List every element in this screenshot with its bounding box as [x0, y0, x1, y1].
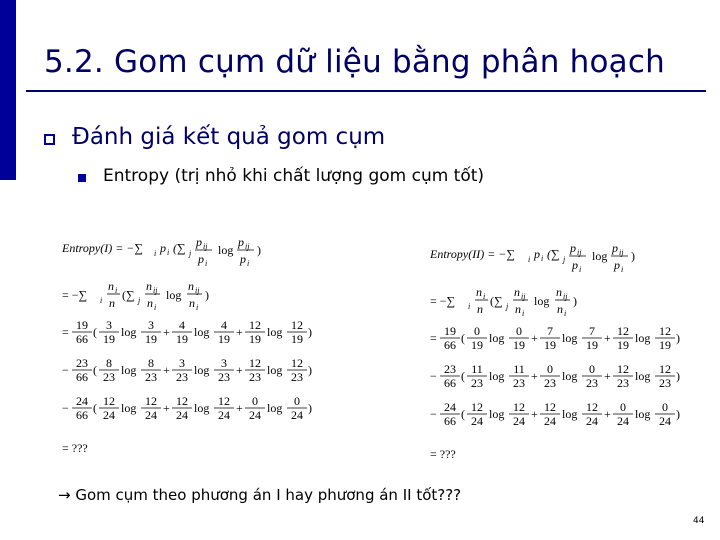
svg-text:24: 24 [471, 414, 483, 428]
square-bullet-icon [44, 134, 55, 145]
page-number: 44 [693, 516, 705, 526]
svg-text:24: 24 [145, 408, 157, 422]
svg-text:(∑: (∑ [122, 288, 135, 302]
entropy-I-term-fraction [172, 318, 192, 346]
entropy-I-log: log [267, 363, 283, 377]
svg-text:0: 0 [547, 362, 553, 376]
entropy-II-paren: ) [676, 331, 680, 345]
svg-text:66: 66 [444, 338, 456, 352]
entropy-II-paren: ( [461, 369, 465, 383]
svg-text:3: 3 [148, 318, 154, 332]
entropy-I-plus: + [163, 325, 170, 339]
bullet-entropy: Entropy (trị nhỏ khi chất lượng gom cụm tốt) [103, 166, 485, 186]
svg-text:0: 0 [620, 400, 626, 414]
entropy-II-term-fraction [655, 324, 675, 352]
svg-text:12: 12 [659, 324, 671, 338]
entropy-II-paren: ( [461, 331, 465, 345]
svg-text:12: 12 [544, 400, 556, 414]
svg-text:8: 8 [106, 356, 112, 370]
svg-text:24: 24 [176, 408, 188, 422]
entropy-I-term-fraction [214, 394, 234, 422]
entropy-I-term-fraction [141, 356, 161, 384]
svg-text:= −∑: = −∑ [62, 288, 88, 302]
svg-text:23: 23 [659, 376, 671, 390]
formula-entropy-II [430, 238, 700, 464]
entropy-II-result: = ??? [430, 447, 456, 461]
entropy-II-plus: + [531, 407, 538, 421]
entropy-II-term-fraction [582, 362, 602, 390]
svg-text:p: p [570, 241, 576, 255]
svg-text:12: 12 [659, 362, 671, 376]
svg-text:0: 0 [294, 394, 300, 408]
svg-text:24: 24 [103, 408, 115, 422]
entropy-II-plus: + [531, 369, 538, 383]
entropy-II-term-fraction [582, 324, 602, 352]
entropy-I-term-fraction [99, 356, 119, 384]
entropy-II-term-fraction [509, 324, 529, 352]
svg-text:i: i [154, 249, 157, 258]
svg-text:ij: ij [521, 292, 526, 301]
svg-text:p: p [240, 252, 246, 266]
slide-title: 5.2. Gom cụm dữ liệu bằng phân hoạch [44, 44, 665, 80]
svg-text:log: log [534, 294, 550, 308]
svg-text:12: 12 [291, 318, 303, 332]
svg-text:p: p [534, 247, 540, 261]
svg-text:3: 3 [179, 356, 185, 370]
svg-text:24: 24 [76, 394, 88, 408]
entropy-II-term-fraction [613, 362, 633, 390]
svg-text:i: i [541, 254, 544, 263]
entropy-I-count-form [62, 279, 209, 312]
svg-text:12: 12 [103, 394, 115, 408]
entropy-II-log: log [562, 369, 578, 383]
svg-text:): ) [257, 243, 261, 257]
entropy-II-paren: ( [461, 407, 465, 421]
svg-text:j: j [189, 249, 192, 258]
svg-text:ij: ij [563, 292, 568, 301]
entropy-I-term-fraction [245, 356, 265, 384]
entropy-II-plus: + [531, 331, 538, 345]
entropy-II-weight-fraction [440, 400, 460, 428]
entropy-I-result: = ??? [62, 441, 88, 455]
svg-text:23: 23 [513, 376, 525, 390]
svg-text:66: 66 [444, 376, 456, 390]
svg-text:j: j [563, 255, 566, 264]
svg-text:19: 19 [76, 318, 88, 332]
svg-text:0: 0 [474, 324, 480, 338]
entropy-I-plus: + [163, 401, 170, 415]
slide-accent-bar [0, 0, 16, 180]
entropy-II-definition [430, 241, 635, 274]
svg-text:23: 23 [218, 370, 230, 384]
svg-text:i: i [205, 259, 208, 268]
svg-text:24: 24 [586, 414, 598, 428]
entropy-I-term-fraction [287, 394, 307, 422]
svg-text:n: n [108, 279, 114, 293]
entropy-II-term-fraction [509, 362, 529, 390]
svg-text:19: 19 [586, 338, 598, 352]
svg-text:log: log [218, 243, 234, 257]
svg-text:19: 19 [249, 332, 261, 346]
svg-text:23: 23 [471, 376, 483, 390]
title-divider [26, 90, 706, 92]
entropy-I-paren: ) [308, 363, 312, 377]
svg-text:66: 66 [444, 414, 456, 428]
svg-text:p: p [160, 241, 166, 255]
svg-text:i: i [167, 248, 170, 257]
svg-text:i: i [483, 292, 486, 301]
svg-text:19: 19 [617, 338, 629, 352]
svg-text:n: n [146, 279, 152, 293]
entropy-I-log: log [194, 401, 210, 415]
svg-text:(∑: (∑ [173, 241, 186, 255]
svg-text:i: i [154, 303, 157, 312]
svg-text:n: n [477, 302, 483, 316]
entropy-II-log: log [489, 407, 505, 421]
svg-text:19: 19 [291, 332, 303, 346]
entropy-II-term-fraction [582, 400, 602, 428]
svg-text:p: p [196, 235, 202, 249]
svg-text:23: 23 [249, 370, 261, 384]
svg-text:i: i [247, 259, 250, 268]
svg-text:12: 12 [218, 394, 230, 408]
conclusion-text: → Gom cụm theo phương án I hay phương án II tốt??? [58, 486, 462, 504]
svg-text:12: 12 [249, 356, 261, 370]
svg-text:(∑: (∑ [490, 294, 503, 308]
entropy-I-log: log [194, 325, 210, 339]
svg-text:24: 24 [659, 414, 671, 428]
entropy-I-numeric-rows [62, 318, 312, 422]
entropy-II-log: log [489, 331, 505, 345]
entropy-II-log: log [635, 407, 651, 421]
entropy-I-log: log [267, 401, 283, 415]
entropy-I-plus: + [236, 325, 243, 339]
svg-text:0: 0 [662, 400, 668, 414]
svg-text:p: p [238, 235, 244, 249]
svg-text:ij: ij [153, 286, 158, 295]
entropy-II-count-form [430, 285, 577, 318]
svg-text:23: 23 [103, 370, 115, 384]
entropy-II-plus: + [604, 331, 611, 345]
svg-text:p: p [614, 258, 620, 272]
svg-text:n: n [556, 285, 562, 299]
svg-text:11: 11 [471, 362, 483, 376]
svg-text:log: log [166, 288, 182, 302]
svg-text:i: i [564, 309, 567, 318]
svg-text:7: 7 [589, 324, 595, 338]
svg-text:j: j [506, 302, 509, 311]
svg-text:11: 11 [513, 362, 525, 376]
entropy-I-weight-fraction [72, 356, 92, 384]
entropy-I-plus: + [236, 401, 243, 415]
svg-text:19: 19 [145, 332, 157, 346]
entropy-I-log: log [121, 325, 137, 339]
entropy-I-log: log [194, 363, 210, 377]
entropy-I-paren: ) [308, 401, 312, 415]
svg-text:ij: ij [203, 242, 208, 251]
svg-text:n: n [476, 285, 482, 299]
svg-text:4: 4 [221, 318, 227, 332]
svg-text:): ) [205, 288, 209, 302]
svg-text:66: 66 [76, 332, 88, 346]
entropy-I-row-sign: − [62, 401, 69, 415]
svg-text:19: 19 [471, 338, 483, 352]
entropy-II-weight-fraction [440, 324, 460, 352]
svg-text:7: 7 [547, 324, 553, 338]
svg-text:n: n [515, 302, 521, 316]
entropy-I-weight-fraction [72, 394, 92, 422]
svg-text:12: 12 [471, 400, 483, 414]
svg-text:= −∑: = −∑ [430, 294, 456, 308]
entropy-II-plus: + [604, 407, 611, 421]
entropy-I-paren: ) [308, 325, 312, 339]
entropy-I-term-fraction [141, 394, 161, 422]
svg-text:n: n [189, 296, 195, 310]
entropy-I-term-fraction [99, 394, 119, 422]
filled-square-bullet-icon [78, 174, 86, 182]
svg-text:12: 12 [176, 394, 188, 408]
svg-text:23: 23 [544, 376, 556, 390]
entropy-I-weight-fraction [72, 318, 92, 346]
svg-text:n: n [188, 279, 194, 293]
svg-text:23: 23 [76, 356, 88, 370]
entropy-I-term-fraction [172, 356, 192, 384]
svg-text:23: 23 [145, 370, 157, 384]
bullet-evaluate-clustering: Đánh giá kết quả gom cụm [72, 124, 386, 150]
entropy-II-row-sign: = [430, 331, 437, 345]
svg-text:i: i [579, 265, 582, 274]
svg-text:24: 24 [218, 408, 230, 422]
svg-text:12: 12 [586, 400, 598, 414]
entropy-II-log: log [562, 407, 578, 421]
svg-text:i: i [115, 286, 118, 295]
svg-text:12: 12 [291, 356, 303, 370]
entropy-II-paren: ) [676, 369, 680, 383]
svg-text:23: 23 [617, 376, 629, 390]
svg-text:12: 12 [513, 400, 525, 414]
svg-text:i: i [468, 302, 471, 311]
svg-text:ij: ij [245, 242, 250, 251]
entropy-I-log: log [267, 325, 283, 339]
svg-text:p: p [612, 241, 618, 255]
entropy-I-term-fraction [172, 394, 192, 422]
svg-text:19: 19 [176, 332, 188, 346]
entropy-I-log: log [121, 363, 137, 377]
svg-text:19: 19 [444, 324, 456, 338]
formula-entropy-I [62, 232, 322, 458]
entropy-I-term-fraction [214, 356, 234, 384]
svg-text:12: 12 [617, 362, 629, 376]
svg-text:19: 19 [513, 338, 525, 352]
svg-text:19: 19 [218, 332, 230, 346]
entropy-I-log: log [121, 401, 137, 415]
entropy-I-term-fraction [214, 318, 234, 346]
entropy-I-paren: ( [93, 325, 97, 339]
entropy-I-row-sign: − [62, 363, 69, 377]
entropy-II-paren: ) [676, 407, 680, 421]
entropy-II-log: log [489, 369, 505, 383]
svg-text:j: j [138, 296, 141, 305]
svg-text:19: 19 [544, 338, 556, 352]
svg-text:3: 3 [106, 318, 112, 332]
entropy-II-weight-fraction [440, 362, 460, 390]
svg-text:): ) [631, 249, 635, 263]
svg-text:12: 12 [617, 324, 629, 338]
svg-text:12: 12 [249, 318, 261, 332]
entropy-II-row-sign: − [430, 369, 437, 383]
entropy-II-numeric-rows [430, 324, 680, 428]
entropy-I-term-fraction [287, 356, 307, 384]
svg-text:p: p [572, 258, 578, 272]
svg-text:23: 23 [291, 370, 303, 384]
svg-text:i: i [100, 296, 103, 305]
svg-text:ij: ij [577, 248, 582, 257]
entropy-I-plus: + [163, 363, 170, 377]
svg-text:12: 12 [145, 394, 157, 408]
entropy-II-term-fraction [540, 400, 560, 428]
entropy-II-log: log [562, 331, 578, 345]
entropy-II-row-sign: − [430, 407, 437, 421]
entropy-I-term-fraction [99, 318, 119, 346]
entropy-II-term-fraction [540, 324, 560, 352]
entropy-II-term-fraction [613, 400, 633, 428]
svg-text:0: 0 [589, 362, 595, 376]
entropy-II-term-fraction [540, 362, 560, 390]
svg-text:66: 66 [76, 370, 88, 384]
svg-text:23: 23 [176, 370, 188, 384]
entropy-II-term-fraction [467, 400, 487, 428]
svg-text:24: 24 [513, 414, 525, 428]
svg-text:(∑: (∑ [547, 247, 560, 261]
svg-text:Entropy(II) = −∑: Entropy(II) = −∑ [430, 247, 515, 261]
svg-text:ij: ij [619, 248, 624, 257]
svg-text:24: 24 [617, 414, 629, 428]
svg-text:0: 0 [516, 324, 522, 338]
svg-text:24: 24 [291, 408, 303, 422]
svg-text:p: p [198, 252, 204, 266]
svg-text:23: 23 [586, 376, 598, 390]
svg-text:24: 24 [544, 414, 556, 428]
entropy-I-paren: ( [93, 363, 97, 377]
svg-text:24: 24 [444, 400, 456, 414]
svg-text:i: i [528, 255, 531, 264]
svg-text:8: 8 [148, 356, 154, 370]
svg-text:n: n [147, 296, 153, 310]
entropy-II-log: log [635, 369, 651, 383]
entropy-II-log: log [635, 331, 651, 345]
svg-text:0: 0 [252, 394, 258, 408]
svg-text:n: n [514, 285, 520, 299]
svg-text:19: 19 [103, 332, 115, 346]
svg-text:23: 23 [444, 362, 456, 376]
svg-text:24: 24 [249, 408, 261, 422]
entropy-II-term-fraction [613, 324, 633, 352]
entropy-II-term-fraction [467, 362, 487, 390]
entropy-I-paren: ( [93, 401, 97, 415]
svg-text:i: i [621, 265, 624, 274]
svg-text:log: log [592, 249, 608, 263]
svg-text:ij: ij [195, 286, 200, 295]
entropy-II-term-fraction [655, 362, 675, 390]
svg-text:4: 4 [179, 318, 185, 332]
svg-text:i: i [196, 303, 199, 312]
svg-text:): ) [573, 294, 577, 308]
svg-text:i: i [522, 309, 525, 318]
entropy-II-term-fraction [655, 400, 675, 428]
entropy-I-term-fraction [245, 318, 265, 346]
entropy-I-plus: + [236, 363, 243, 377]
entropy-II-term-fraction [509, 400, 529, 428]
entropy-I-term-fraction [287, 318, 307, 346]
entropy-II-term-fraction [467, 324, 487, 352]
entropy-I-term-fraction [245, 394, 265, 422]
entropy-I-term-fraction [141, 318, 161, 346]
svg-text:n: n [109, 296, 115, 310]
svg-text:3: 3 [221, 356, 227, 370]
entropy-I-row-sign: = [62, 325, 69, 339]
svg-text:Entropy(I) = −∑: Entropy(I) = −∑ [62, 241, 143, 255]
svg-text:19: 19 [659, 338, 671, 352]
svg-text:66: 66 [76, 408, 88, 422]
svg-text:n: n [557, 302, 563, 316]
entropy-II-plus: + [604, 369, 611, 383]
entropy-I-definition [62, 235, 261, 268]
